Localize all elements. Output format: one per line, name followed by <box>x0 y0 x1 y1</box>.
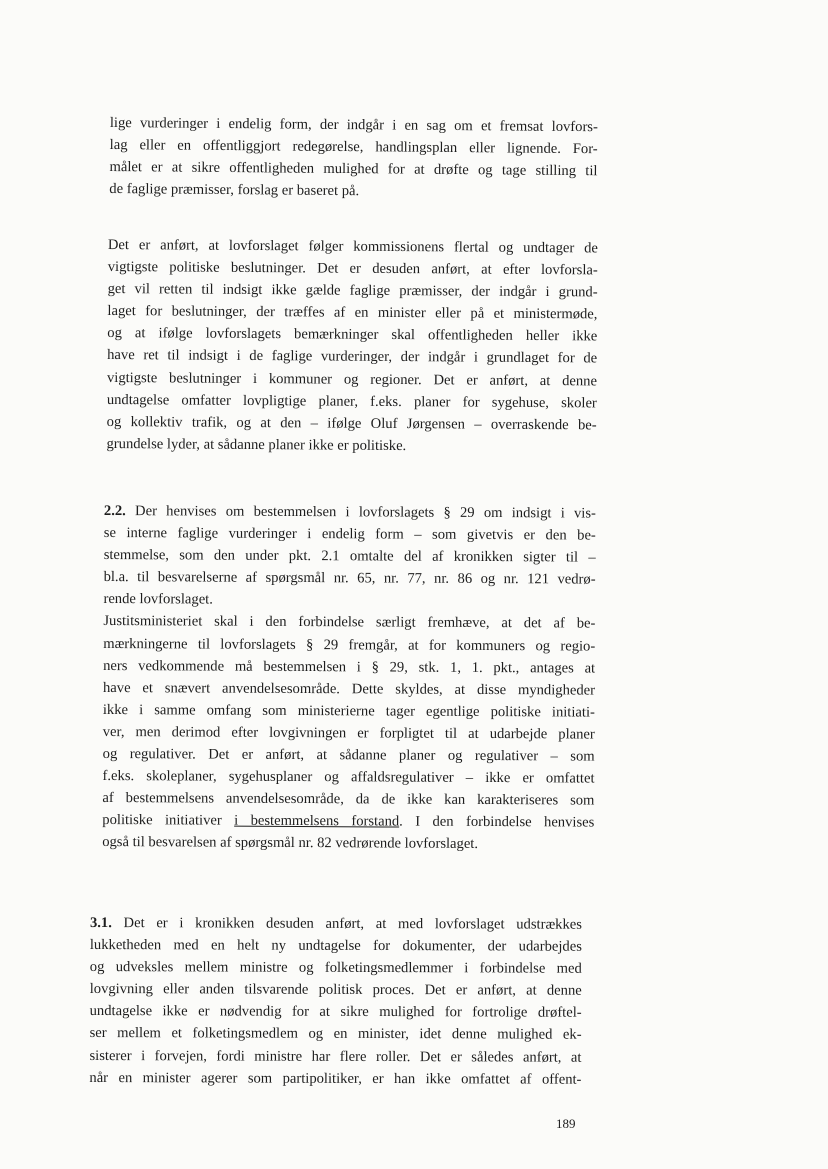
text-line: og regulativer. Det er anført, at sådanne planer og regulativer – som <box>102 746 595 765</box>
text-line: og kollektiv trafik, og at den – ifølge Oluf Jørgensen – overraskende be- <box>106 413 597 434</box>
text-line: ners vedkommende må bestemmelsen i § 29, stk. 1, 1. pkt., antages at <box>103 657 596 677</box>
text-line: vigtigste politiske beslutninger. Det er desuden anført, at efter lovforsla- <box>107 259 598 279</box>
text-fragment: . I den forbindelse henvises <box>399 813 595 831</box>
text-line: lovgivning eller anden tilsvarende politisk proces. Det er anført, at denne <box>89 981 582 999</box>
text-line: rende lovforslaget. <box>103 591 213 608</box>
text-line: af bestemmelsens anvendelsesområde, da de ikke kan karakteriseres som <box>102 790 595 809</box>
page-number: 189 <box>556 1116 576 1131</box>
text-line: grundelse lyder, at sådanne planer ikke er politiske. <box>106 435 407 454</box>
paragraph-section-2-2 <box>102 500 596 856</box>
text-line: sisterer i forvejen, fordi ministre har flere roller. Det er således anført, at <box>89 1047 582 1066</box>
text-line: f.eks. skoleplaner, sygehusplaner og affaldsregulativer – ikke er omfattet <box>102 768 595 787</box>
text-line: undtagelse ikke er nødvendig for at sikre mulighed for fortrolige drøftel- <box>89 1003 582 1022</box>
text-line: undtagelse omfatter lovpligtige planer, f.eks. planer for sygehuse, skoler <box>106 391 597 412</box>
text-line: have ret til indsigt i de faglige vurderinger, der indgår i grundlaget for de <box>107 347 598 367</box>
text-line: lukketheden med en helt ny undtagelse for dokumenter, der udarbejdes <box>89 937 582 955</box>
text-line: lag eller en offentliggjort redegørelse, handlingsplan eller lignende. For- <box>109 137 598 158</box>
text-line: mærkningerne til lovforslagets § 29 fremgår, at for kommuners og regio- <box>103 635 596 655</box>
text-line: ser mellem et folketingsmedlem og en minister, idet denne mulighed ek- <box>89 1025 582 1044</box>
underlined-phrase: i bestemmelsens forstand <box>234 812 400 830</box>
text-line-content: Der henvises om bestemmelsen i lovforslagets § 29 om indsigt i vis- <box>125 503 596 522</box>
text-line: når en minister agerer som partipolitiker, er han ikke omfattet af offent- <box>89 1069 582 1088</box>
text-line: og udveksles mellem ministre og folketingsmedlemmer i forbindelse med <box>89 959 582 977</box>
text-line: vigtigste beslutninger i kommuner og regioner. Det er anført, at denne <box>106 369 598 389</box>
paragraph-section-3-1 <box>89 912 582 1090</box>
paragraph-2 <box>106 234 598 458</box>
text-line: stemmelse, som den under pkt. 2.1 omtalte del af kronikken sigter til – <box>103 547 596 566</box>
text-line: get vil retten til indsigt ikke gælde faglige præmisser, der indgår i grund- <box>107 281 598 301</box>
text-line <box>90 912 582 936</box>
text-line: se interne faglige vurderinger i endelig form – som givetvis er den be- <box>103 525 596 544</box>
text-line: lige vurderinger i endelig form, der indgår i en sag om et fremsat lovfors- <box>109 114 598 136</box>
text-line: ver, men derimod efter lovgivningen er forpligtet til at udarbejde planer <box>102 723 595 743</box>
text-fragment: politiske initiativer <box>102 812 235 829</box>
text-line: bl.a. til besvarelserne af spørgsmål nr. 65, nr. 77, nr. 86 og nr. 121 vedrø- <box>103 569 596 588</box>
text-line: de faglige præmisser, forslag er baseret på. <box>109 181 360 200</box>
text-line: målet er at sikre offentligheden mulighed for at drøfte og tage stilling til <box>109 159 598 180</box>
text-line <box>104 500 596 525</box>
section-number: 2.2. <box>103 502 126 520</box>
text-line: have et snævert anvendelsesområde. Dette skyldes, at disse myndigheder <box>102 679 596 699</box>
text-line: og at ifølge lovforslagets bemærkninger skal offentligheden heller ikke <box>107 325 598 345</box>
text-line-content: Det er i kronikken desuden anført, at med lovforslaget udstrækkes <box>111 915 582 933</box>
text-line: Det er anført, at lovforslaget følger kommissionens flertal og undtager de <box>107 236 598 257</box>
text-line: også til besvarelsen af spørgsmål nr. 82 vedrørende lovforslaget. <box>102 834 479 853</box>
text-line: ikke i samme omfang som ministerierne tager egentlige politiske initiati- <box>102 701 595 721</box>
text-line: laget for beslutninger, der træffes af en minister eller på et ministermøde, <box>107 303 598 323</box>
text-line <box>102 809 594 834</box>
section-number: 3.1. <box>89 915 112 932</box>
text-line: Justitsministeriet skal i den forbindelse særligt fremhæve, at det af be- <box>103 613 596 633</box>
paragraph-1 <box>109 112 598 205</box>
